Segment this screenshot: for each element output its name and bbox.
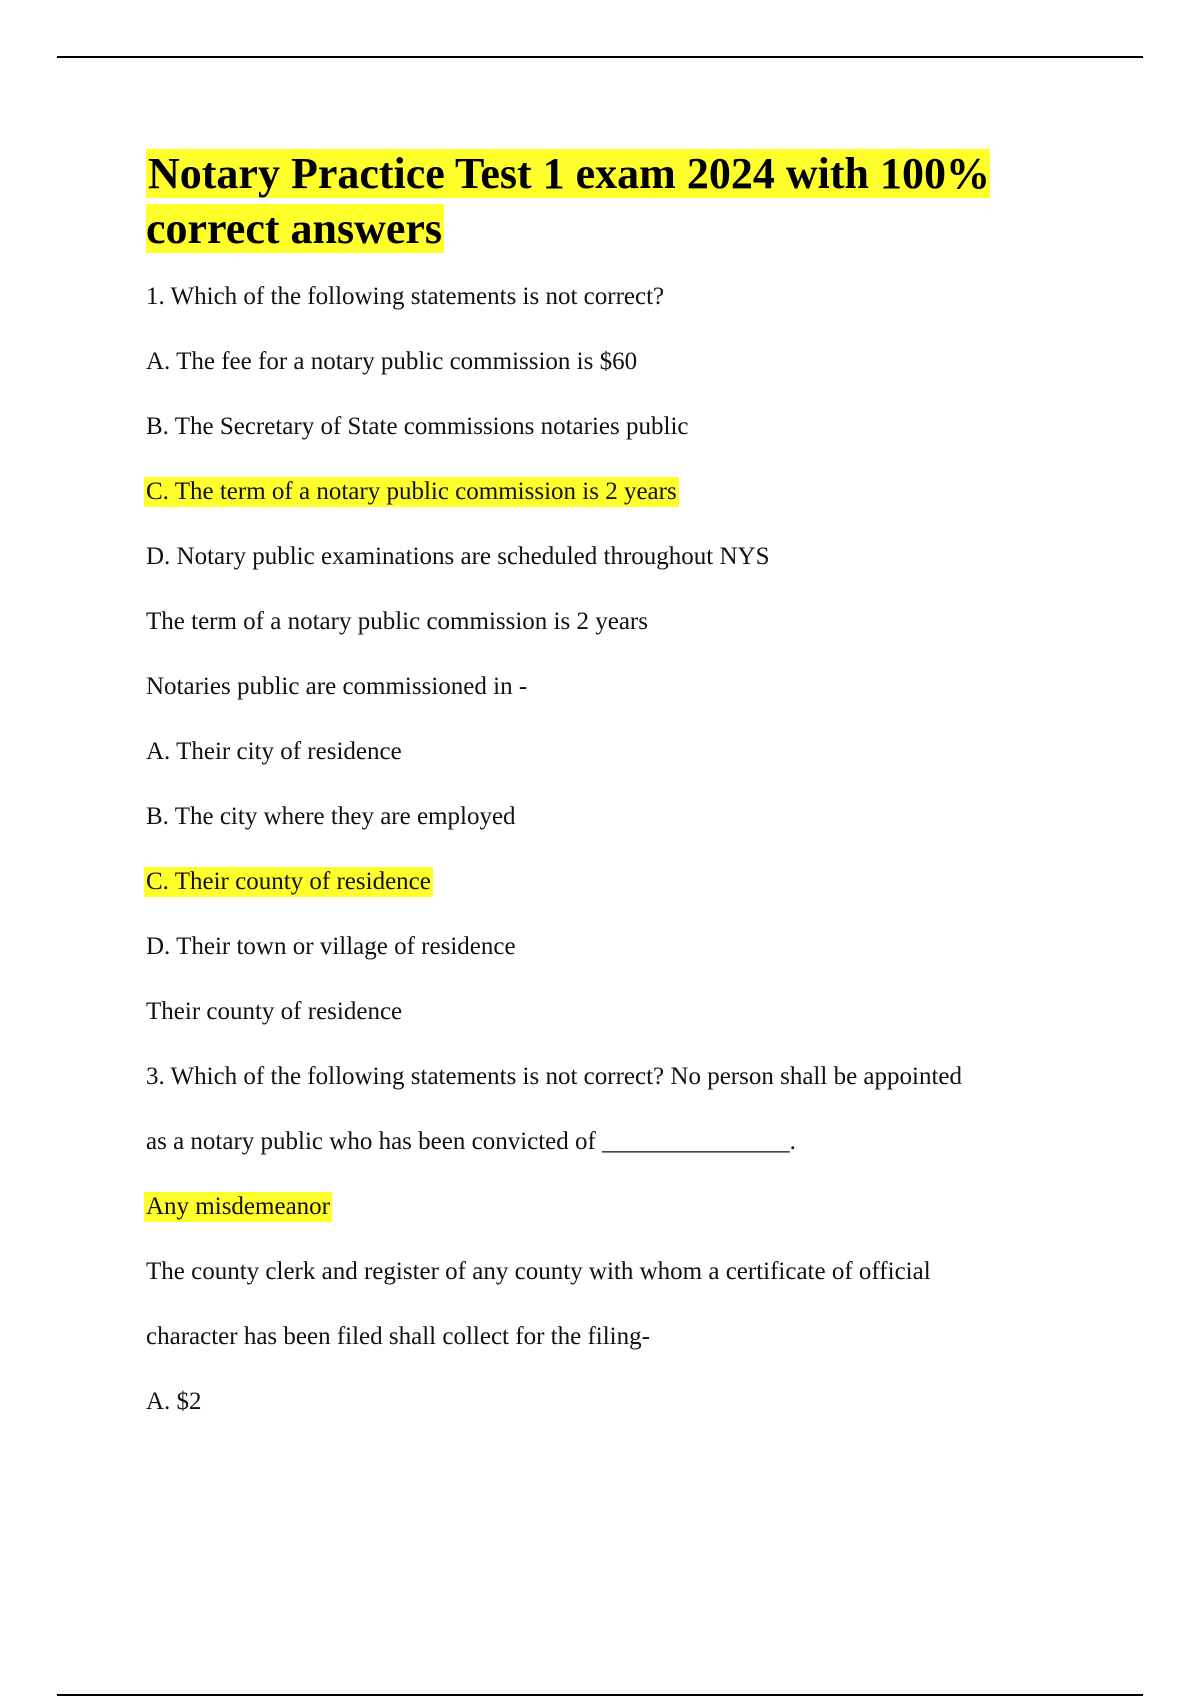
document-line: [146, 347, 1086, 412]
highlighted-answer: [146, 1192, 1086, 1257]
document-line-text: A. $2: [146, 1388, 202, 1415]
highlighted-answer: [146, 867, 1086, 932]
document-line: [146, 672, 1086, 737]
document-line-text: 3. Which of the following statements is not correct? No person shall be appointed: [146, 1063, 963, 1090]
document-line: [146, 1127, 1086, 1192]
document-line-text: C. The term of a notary public commission is 2 years: [146, 478, 677, 505]
bottom-rule: [57, 1694, 1143, 1696]
document-line-text: Their county of residence: [146, 998, 403, 1025]
document-title: [146, 146, 1086, 256]
document-line-text: A. Their city of residence: [146, 738, 402, 765]
question-list: [146, 282, 1086, 1452]
document-line: [146, 542, 1086, 607]
document-line-text: character has been filed shall collect for the filing-: [146, 1323, 650, 1350]
document-line-text: 1. Which of the following statements is not correct?: [146, 283, 665, 310]
document-line-text: D. Their town or village of residence: [146, 933, 516, 960]
document-line-text: The term of a notary public commission is 2 years: [146, 608, 648, 635]
document-line-text: C. Their county of residence: [146, 868, 431, 895]
document-line: [146, 802, 1086, 867]
document-line: [146, 997, 1086, 1062]
document-line-text: B. The city where they are employed: [146, 803, 516, 830]
document-line: [146, 412, 1086, 477]
document-line: [146, 737, 1086, 802]
document-line-text: D. Notary public examinations are scheduled throughout NYS: [146, 543, 770, 570]
document-line-text: as a notary public who has been convicted of _______________.: [146, 1128, 796, 1155]
document-line-text: B. The Secretary of State commissions notaries public: [146, 413, 689, 440]
document-line: [146, 1387, 1086, 1452]
document-line: [146, 932, 1086, 997]
document-line-text: A. The fee for a notary public commission is $60: [146, 348, 638, 375]
document-body: [146, 146, 1086, 1452]
document-line: [146, 1062, 1086, 1127]
document-title-text: Notary Practice Test 1 exam 2024 with 100% correct answers: [146, 149, 990, 253]
document-line: [146, 1322, 1086, 1387]
document-line-text: Any misdemeanor: [146, 1193, 330, 1220]
highlighted-answer: [146, 477, 1086, 542]
document-line: [146, 1257, 1086, 1322]
document-line-text: The county clerk and register of any county with whom a certificate of official: [146, 1258, 931, 1285]
top-rule: [57, 56, 1143, 58]
document-line: [146, 607, 1086, 672]
document-line: [146, 282, 1086, 347]
document-line-text: Notaries public are commissioned in -: [146, 673, 528, 700]
